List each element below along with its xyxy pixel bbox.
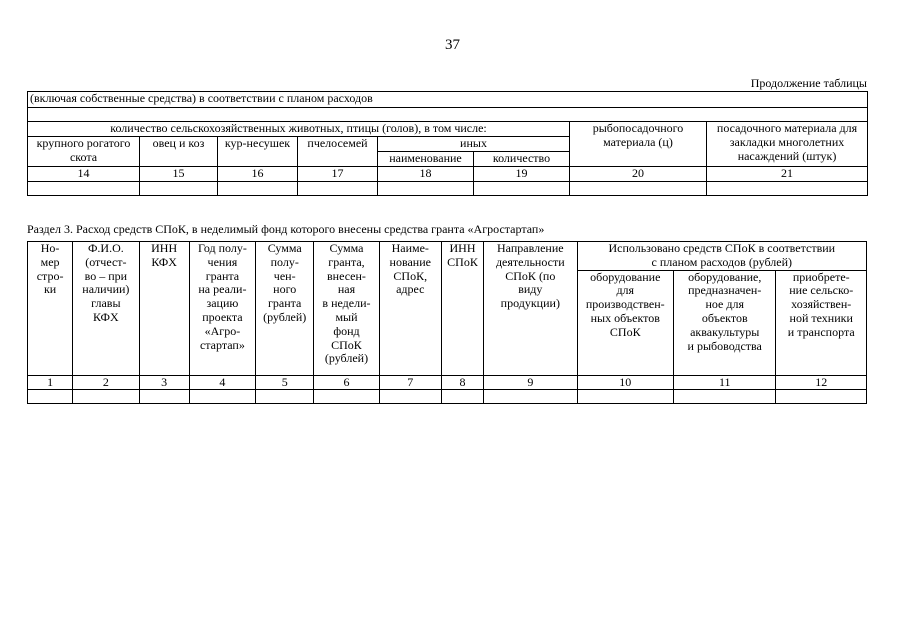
empty-cell	[577, 390, 673, 404]
column-number: 1	[28, 375, 73, 390]
page-number: 37	[445, 37, 460, 53]
other-quantity-header: количество	[474, 151, 570, 166]
empty-cell	[314, 390, 379, 404]
column-number: 5	[256, 375, 314, 390]
column-number: 8	[441, 375, 483, 390]
expenditure-plan-table-continuation	[27, 91, 868, 196]
empty-cell	[256, 390, 314, 404]
grant-sum-received-header: Сумма полу- чен- ного гранта (рублей)	[256, 242, 314, 376]
column-number: 10	[577, 375, 673, 390]
grant-year-header: Год полу- чения гранта на реали- зацию проекта «Агро- стартап»	[189, 242, 255, 376]
vehicles-header: приобрете- ние сельско- хозяйствен- ной техники и транспорта	[776, 270, 867, 375]
empty-cell	[707, 181, 868, 195]
column-number: 3	[139, 375, 189, 390]
empty-cell	[484, 390, 577, 404]
planting-material-header: посадочного материала для закладки многолетних насаждений (штук)	[707, 122, 868, 167]
other-name-header: наименование	[378, 151, 474, 166]
empty-cell	[73, 390, 139, 404]
column-number: 6	[314, 375, 379, 390]
column-number: 11	[673, 375, 775, 390]
section-3-title: Раздел 3. Расход средств СПоК, в неделимый фонд которого внесены средства гранта «Агростартап»	[27, 222, 545, 236]
other-animals-header: иных	[378, 136, 570, 151]
laying-hens-header: кур-несушек	[218, 136, 298, 166]
empty-cell	[474, 181, 570, 195]
cattle-header: крупного рогатого скота	[28, 136, 140, 166]
inn-kfh-header: ИНН КФХ	[139, 242, 189, 376]
column-number: 16	[218, 166, 298, 181]
column-number: 9	[484, 375, 577, 390]
empty-cell	[673, 390, 775, 404]
aquaculture-equipment-header: оборудование, предназначен- ное для объектов аквакультуры и рыбоводства	[673, 270, 775, 375]
column-number: 7	[379, 375, 441, 390]
empty-cell	[776, 390, 867, 404]
grant-sum-contributed-header: Сумма гранта, внесен- ная в недели- мый фонд СПоК (рублей)	[314, 242, 379, 376]
table-continuation-label: Продолжение таблицы	[750, 76, 867, 90]
column-number: 21	[707, 166, 868, 181]
activity-direction-header: Направление деятельности СПоК (по виду продукции)	[484, 242, 577, 376]
column-number: 15	[140, 166, 218, 181]
column-number: 12	[776, 375, 867, 390]
sheep-goats-header: овец и коз	[140, 136, 218, 166]
empty-cell	[189, 390, 255, 404]
column-number: 17	[298, 166, 378, 181]
empty-cell	[28, 181, 140, 195]
fish-material-header: рыбопосадочного материала (ц)	[570, 122, 707, 167]
empty-cell	[570, 181, 707, 195]
table1-header-top: (включая собственные средства) в соответствии с планом расходов	[28, 92, 868, 108]
production-equipment-header: оборудование для производствен- ных объектов СПоК	[577, 270, 673, 375]
column-number: 19	[474, 166, 570, 181]
spok-expenditure-table	[27, 241, 867, 404]
fio-header: Ф.И.О. (отчест- во – при наличии) главы КФХ	[73, 242, 139, 376]
empty-cell	[378, 181, 474, 195]
livestock-group-header: количество сельскохозяйственных животных, птицы (голов), в том числе:	[28, 122, 570, 137]
inn-spok-header: ИНН СПоК	[441, 242, 483, 376]
empty-cell	[379, 390, 441, 404]
empty-cell	[28, 390, 73, 404]
spok-name-header: Наиме- нование СПоК, адрес	[379, 242, 441, 376]
column-number: 14	[28, 166, 140, 181]
column-number: 18	[378, 166, 474, 181]
row-number-header: Но- мер стро- ки	[28, 242, 73, 376]
empty-cell	[298, 181, 378, 195]
column-number: 20	[570, 166, 707, 181]
empty-cell	[218, 181, 298, 195]
table1-spacer-row	[28, 108, 868, 122]
empty-cell	[140, 181, 218, 195]
column-number: 4	[189, 375, 255, 390]
empty-cell	[139, 390, 189, 404]
funds-used-group-header: Использовано средств СПоК в соответствии с планом расходов (рублей)	[577, 242, 866, 271]
column-number: 2	[73, 375, 139, 390]
empty-cell	[441, 390, 483, 404]
bee-colonies-header: пчелосемей	[298, 136, 378, 166]
